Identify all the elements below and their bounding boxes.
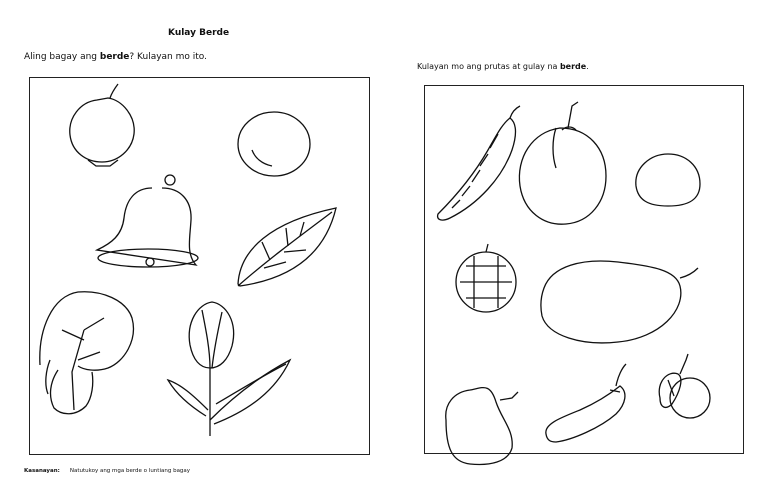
upo-drawing[interactable] <box>446 388 518 465</box>
skill-footer-text: Natutukoy ang mga berde o luntiang bagay <box>69 468 191 474</box>
talong-drawing[interactable] <box>546 364 626 442</box>
skill-footer-label: Kasanayan: <box>24 468 60 474</box>
right-instruction-end: . <box>586 62 589 71</box>
leaf-drawing[interactable] <box>238 208 336 286</box>
egg-drawing[interactable] <box>238 112 310 176</box>
right-instruction-text: Kulayan mo ang prutas at gulay na <box>417 62 560 71</box>
dalanghita-drawing[interactable] <box>636 154 700 206</box>
guava-drawing[interactable] <box>70 84 134 166</box>
left-instruction-emphasis: berde <box>99 52 130 62</box>
worksheet-title: Kulay Berde <box>168 28 230 38</box>
coconut-drawing[interactable] <box>519 102 606 224</box>
right-instruction-emphasis: berde <box>559 62 587 71</box>
pechay-drawing[interactable] <box>40 292 134 414</box>
bayabas-drawing[interactable] <box>659 354 710 418</box>
bell-drawing[interactable] <box>97 175 198 267</box>
left-instruction-end: ? Kulayan mo ito. <box>129 52 207 62</box>
tulip-drawing[interactable] <box>168 302 290 436</box>
left-instruction-text: Aling bagay ang <box>24 52 100 62</box>
cropped-footer-line <box>418 492 618 498</box>
langka-drawing[interactable] <box>541 261 698 343</box>
ampalaya-drawing[interactable] <box>438 106 520 220</box>
skill-footer <box>24 468 190 474</box>
atis-drawing[interactable] <box>456 244 516 312</box>
